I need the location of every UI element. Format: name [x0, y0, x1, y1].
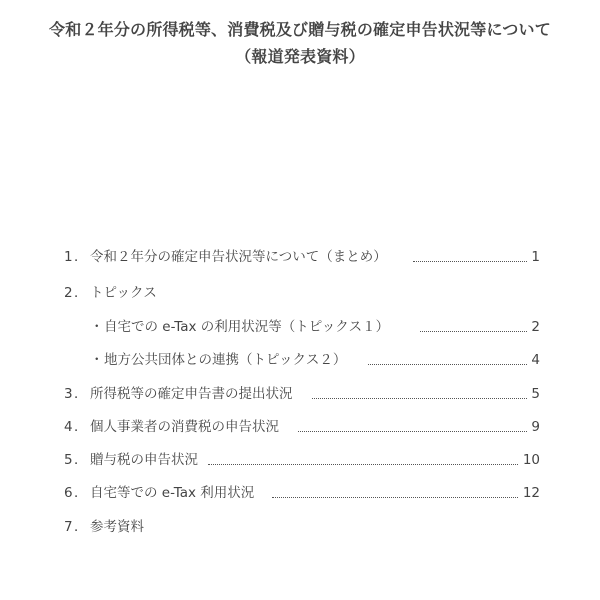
toc-label: 令和２年分の確定申告状況等について（まとめ）	[90, 249, 387, 265]
toc-number-suffix: ．	[74, 485, 88, 501]
toc-leader-dots	[312, 383, 527, 405]
toc-label: 参考資料	[90, 519, 144, 535]
bullet-point: ・	[90, 352, 104, 368]
toc-entry-6[interactable]	[0, 482, 600, 504]
toc-label: 自宅での e-Tax の利用状況等（トピックス１）	[104, 319, 390, 335]
toc-number: 6	[64, 485, 73, 501]
toc-number: 2	[64, 285, 73, 301]
toc-number: 1	[64, 249, 73, 265]
toc-number-suffix: ．	[74, 386, 88, 402]
toc-subentry-1[interactable]	[0, 316, 600, 338]
toc-label: 個人事業者の消費税の申告状況	[90, 419, 279, 435]
toc-entry-1[interactable]	[0, 246, 600, 268]
toc-page-number: 10	[522, 452, 540, 468]
toc-number-suffix: ．	[74, 249, 88, 265]
toc-number-suffix: ．	[74, 452, 88, 468]
toc-label: 贈与税の申告状況	[90, 452, 198, 468]
toc-number: 7	[64, 519, 73, 535]
toc-entry-5[interactable]	[0, 449, 600, 471]
toc-label: 所得税等の確定申告書の提出状況	[90, 386, 293, 402]
toc-entry-2[interactable]	[0, 282, 600, 304]
toc-leader-dots	[208, 449, 518, 471]
toc-page-number: 2	[531, 319, 540, 335]
toc-label: 自宅等での e-Tax 利用状況	[90, 485, 255, 501]
toc-number-suffix: ．	[74, 419, 88, 435]
toc-label: 地方公共団体との連携（トピックス２）	[104, 352, 347, 368]
toc-number: 4	[64, 419, 73, 435]
toc-number: 3	[64, 386, 73, 402]
document-title: 令和２年分の所得税等、消費税及び贈与税の確定申告状況等について	[49, 20, 551, 39]
toc-leader-dots	[420, 316, 527, 338]
toc-entry-4[interactable]	[0, 416, 600, 438]
bullet-point: ・	[90, 319, 104, 335]
toc-page-number: 9	[531, 419, 540, 435]
toc-page-number: 1	[531, 249, 540, 265]
toc-leader-dots	[272, 482, 518, 504]
toc-entry-7[interactable]	[0, 516, 600, 538]
toc-subentry-2[interactable]	[0, 349, 600, 371]
toc-number-suffix: ．	[74, 285, 88, 301]
toc-number: 5	[64, 452, 73, 468]
toc-leader-dots	[298, 416, 527, 438]
toc-page-number: 12	[522, 485, 540, 501]
document-subtitle: （報道発表資料）	[235, 47, 365, 66]
toc-leader-dots	[368, 349, 527, 371]
toc-label: トピックス	[90, 285, 157, 301]
toc-entry-3[interactable]	[0, 383, 600, 405]
toc-number-suffix: ．	[74, 519, 88, 535]
toc-page-number: 5	[531, 386, 540, 402]
toc-page-number: 4	[531, 352, 540, 368]
toc-leader-dots	[413, 246, 527, 268]
